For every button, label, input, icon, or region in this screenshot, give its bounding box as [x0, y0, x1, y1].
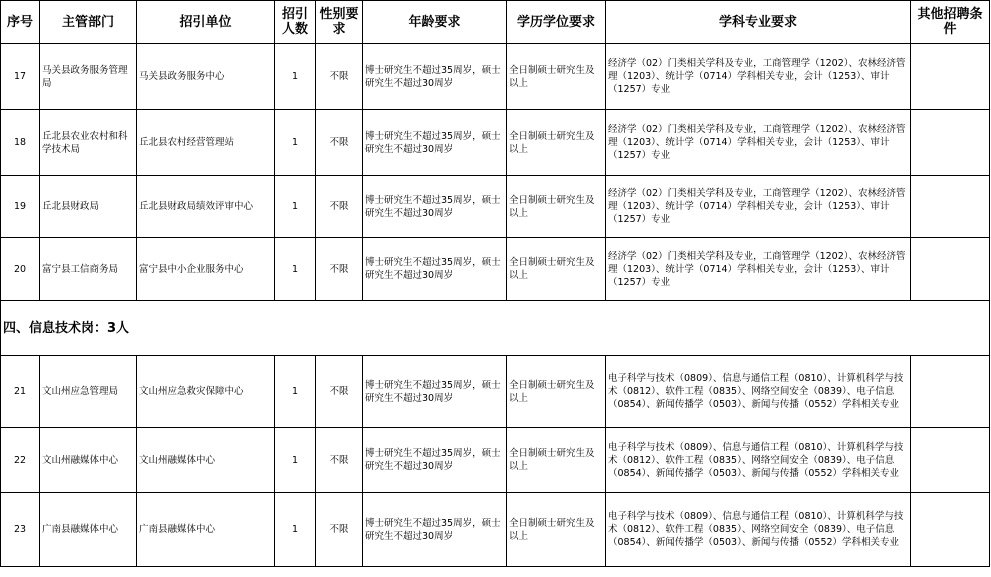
cell-unit: 丘北县农村经营管理站 [137, 110, 275, 176]
cell-unit: 文山州应急救灾保障中心 [137, 356, 275, 428]
cell-seq: 18 [1, 110, 40, 176]
cell-age: 博士研究生不超过35周岁，硕士研究生不超过30周岁 [363, 110, 507, 176]
cell-dept: 文山州应急管理局 [40, 356, 137, 428]
cell-unit: 丘北县财政局绩效评审中心 [137, 176, 275, 238]
cell-seq: 21 [1, 356, 40, 428]
cell-dept: 富宁县工信商务局 [40, 238, 137, 301]
cell-age: 博士研究生不超过35周岁，硕士研究生不超过30周岁 [363, 176, 507, 238]
cell-count: 1 [275, 44, 316, 110]
cell-count: 1 [275, 238, 316, 301]
header-seq: 序号 [1, 1, 40, 44]
table-row [1, 176, 990, 238]
cell-major: 经济学（02）门类相关学科及专业，工商管理学（1202）、农林经济管理（1203）、统计学（0714）学科相关专业，会计（1253）、审计（1257）专业 [606, 110, 911, 176]
cell-seq: 23 [1, 493, 40, 567]
cell-edu: 全日制硕士研究生及以上 [507, 238, 606, 301]
cell-edu: 全日制硕士研究生及以上 [507, 428, 606, 493]
header-count: 招引人数 [275, 1, 316, 44]
cell-major: 电子科学与技术（0809）、信息与通信工程（0810）、计算机科学与技术（0812）、软件工程（0835）、网络空间安全（0839）、电子信息（0854）、新闻传播学（0503）、新闻与传播（0552）学科相关专业 [606, 428, 911, 493]
cell-edu: 全日制硕士研究生及以上 [507, 493, 606, 567]
cell-major: 电子科学与技术（0809）、信息与通信工程（0810）、计算机科学与技术（0812）、软件工程（0835）、网络空间安全（0839）、电子信息（0854）、新闻传播学（0503）、新闻与传播（0552）学科相关专业 [606, 493, 911, 567]
cell-other [911, 176, 990, 238]
cell-gender: 不限 [316, 238, 363, 301]
cell-edu: 全日制硕士研究生及以上 [507, 110, 606, 176]
cell-count: 1 [275, 428, 316, 493]
cell-edu: 全日制硕士研究生及以上 [507, 44, 606, 110]
cell-gender: 不限 [316, 428, 363, 493]
cell-other [911, 238, 990, 301]
cell-seq: 22 [1, 428, 40, 493]
cell-other [911, 493, 990, 567]
cell-other [911, 110, 990, 176]
section-row [1, 301, 990, 356]
header-edu: 学历学位要求 [507, 1, 606, 44]
cell-other [911, 428, 990, 493]
cell-dept: 丘北县财政局 [40, 176, 137, 238]
header-gender: 性别要求 [316, 1, 363, 44]
cell-gender: 不限 [316, 44, 363, 110]
cell-age: 博士研究生不超过35周岁，硕士研究生不超过30周岁 [363, 356, 507, 428]
cell-other [911, 356, 990, 428]
cell-edu: 全日制硕士研究生及以上 [507, 356, 606, 428]
cell-major: 电子科学与技术（0809）、信息与通信工程（0810）、计算机科学与技术（0812）、软件工程（0835）、网络空间安全（0839）、电子信息（0854）、新闻传播学（0503）、新闻与传播（0552）学科相关专业 [606, 356, 911, 428]
header-major: 学科专业要求 [606, 1, 911, 44]
cell-gender: 不限 [316, 493, 363, 567]
cell-edu: 全日制硕士研究生及以上 [507, 176, 606, 238]
cell-age: 博士研究生不超过35周岁，硕士研究生不超过30周岁 [363, 44, 507, 110]
cell-unit: 广南县融媒体中心 [137, 493, 275, 567]
section-title: 四、信息技术岗：3人 [1, 301, 990, 356]
cell-dept: 丘北县农业农村和科学技术局 [40, 110, 137, 176]
table-row [1, 238, 990, 301]
cell-gender: 不限 [316, 176, 363, 238]
table-row [1, 356, 990, 428]
cell-unit: 文山州融媒体中心 [137, 428, 275, 493]
table-row [1, 110, 990, 176]
cell-major: 经济学（02）门类相关学科及专业，工商管理学（1202）、农林经济管理（1203）、统计学（0714）学科相关专业，会计（1253）、审计（1257）专业 [606, 238, 911, 301]
cell-seq: 17 [1, 44, 40, 110]
cell-gender: 不限 [316, 356, 363, 428]
cell-unit: 马关县政务服务中心 [137, 44, 275, 110]
cell-seq: 20 [1, 238, 40, 301]
cell-count: 1 [275, 176, 316, 238]
cell-count: 1 [275, 356, 316, 428]
header-unit: 招引单位 [137, 1, 275, 44]
table-row [1, 428, 990, 493]
header-other: 其他招聘条件 [911, 1, 990, 44]
cell-count: 1 [275, 110, 316, 176]
cell-dept: 马关县政务服务管理局 [40, 44, 137, 110]
cell-major: 经济学（02）门类相关学科及专业，工商管理学（1202）、农林经济管理（1203）、统计学（0714）学科相关专业，会计（1253）、审计（1257）专业 [606, 44, 911, 110]
header-dept: 主管部门 [40, 1, 137, 44]
table-row [1, 44, 990, 110]
cell-age: 博士研究生不超过35周岁，硕士研究生不超过30周岁 [363, 238, 507, 301]
table-row [1, 493, 990, 567]
header-row [1, 1, 990, 44]
cell-count: 1 [275, 493, 316, 567]
cell-seq: 19 [1, 176, 40, 238]
cell-unit: 富宁县中小企业服务中心 [137, 238, 275, 301]
cell-major: 经济学（02）门类相关学科及专业，工商管理学（1202）、农林经济管理（1203）、统计学（0714）学科相关专业，会计（1253）、审计（1257）专业 [606, 176, 911, 238]
cell-dept: 广南县融媒体中心 [40, 493, 137, 567]
cell-age: 博士研究生不超过35周岁，硕士研究生不超过30周岁 [363, 493, 507, 567]
cell-age: 博士研究生不超过35周岁，硕士研究生不超过30周岁 [363, 428, 507, 493]
header-age: 年龄要求 [363, 1, 507, 44]
cell-dept: 文山州融媒体中心 [40, 428, 137, 493]
cell-other [911, 44, 990, 110]
cell-gender: 不限 [316, 110, 363, 176]
